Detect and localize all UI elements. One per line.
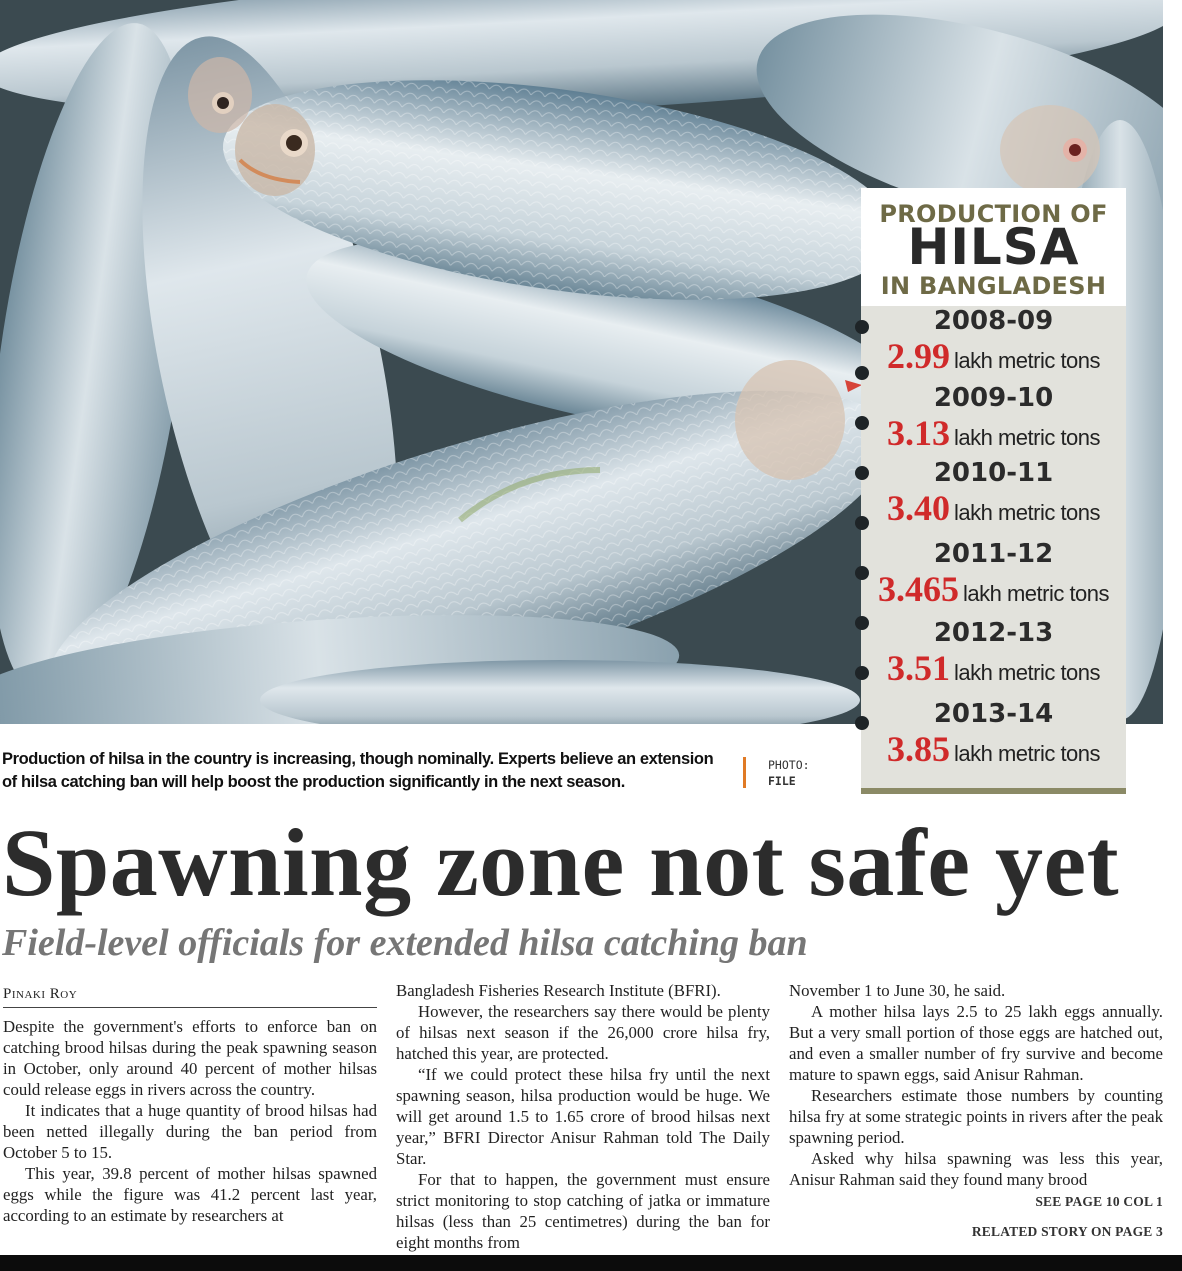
paragraph: Asked why hilsa spawning was less this year, Anisur Rahman said they found many brood	[789, 1149, 1163, 1189]
paragraph: A mother hilsa lays 2.5 to 25 lakh eggs annually. But a very small portion of those eggs are hatched out, and even a smaller number of fry survive and become mature to spawn eggs, said Anisur Rahman.	[789, 1002, 1163, 1084]
paragraph: “If we could protect these hilsa fry until the next spawning season, hilsa production would be huge. We will get around 1.5 to 1.65 crore of brood hilsas next year,” BFRI Director Anisur Rahman told The Daily Star.	[396, 1065, 770, 1168]
credit-source: FILE	[768, 774, 796, 788]
paragraph: However, the researchers say there would be plenty of hilsas next season if the 26,000 crore hilsa fry, hatched this year, are protected.	[396, 1002, 770, 1063]
entry-year: 2013-14	[933, 699, 1054, 729]
infobox-body	[861, 306, 1126, 788]
entry-year: 2008-09	[933, 306, 1054, 336]
entry-value: 3.51	[886, 648, 950, 688]
infobox-bottom-rule	[861, 788, 1126, 794]
paragraph: For that to happen, the government must ensure strict monitoring to stop catching of jatka or immature hilsas (less than 25 centimetres) during the ban for eight months from	[396, 1170, 770, 1252]
production-entry-2009-10	[861, 383, 1126, 461]
entry-unit: lakh metric tons	[953, 348, 1101, 373]
entry-year: 2009-10	[933, 383, 1054, 413]
entry-unit: lakh metric tons	[953, 425, 1101, 450]
entry-value: 3.465	[877, 569, 959, 609]
entry-value: 2.99	[886, 336, 950, 376]
infobox-title-line2: HILSA	[907, 218, 1080, 276]
entry-year: 2012-13	[933, 618, 1054, 648]
credit-divider	[743, 757, 746, 788]
entry-value: 3.85	[886, 729, 950, 769]
production-entry-2008-09	[861, 306, 1126, 384]
entry-year: 2011-12	[933, 539, 1054, 569]
paragraph: Bangladesh Fisheries Research Institute (BFRI).	[396, 981, 721, 1000]
article-column-2	[396, 980, 770, 1255]
paragraph: This year, 39.8 percent of mother hilsas spawned eggs while the figure was 41.2 percent last year, according to an estimate by researchers at	[3, 1164, 377, 1225]
photo-caption: Production of hilsa in the country is increasing, though nominally. Experts believe an extension of hilsa catching ban will help boost the production significantly in the next season.	[2, 750, 714, 791]
entry-value: 3.13	[886, 413, 950, 453]
article-column-1	[3, 980, 377, 1255]
infobox-title-line1: PRODUCTION OF	[879, 200, 1108, 228]
photo-credit	[768, 757, 810, 789]
entry-unit: lakh metric tons	[953, 741, 1101, 766]
byline: Pinaki Roy	[3, 984, 377, 1008]
headline: Spawning zone not safe yet	[2, 809, 1120, 916]
paragraph: It indicates that a huge quantity of brood hilsas had been netted illegally during the ban period from October 5 to 15.	[3, 1101, 377, 1162]
entry-value: 3.40	[886, 488, 950, 528]
production-entry-2011-12	[861, 539, 1126, 617]
paragraph: Researchers estimate those numbers by counting hilsa fry at some strategic points in rivers after the peak spawning period.	[789, 1086, 1163, 1147]
production-entry-2010-11	[861, 458, 1126, 536]
infobox-header	[861, 188, 1126, 306]
paragraph: Despite the government's efforts to enforce ban on catching brood hilsas during the peak spawning season in October, only around 40 percent of mother hilsas could release eggs in rivers across the country.	[3, 1017, 377, 1099]
entry-year: 2010-11	[933, 458, 1054, 488]
production-entry-2012-13	[861, 618, 1126, 696]
entry-unit: lakh metric tons	[953, 500, 1101, 525]
credit-label: PHOTO:	[768, 758, 810, 772]
continued-on-link[interactable]: SEE PAGE 10 COL 1	[1035, 1194, 1163, 1209]
hilsa-production-infobox	[861, 188, 1126, 794]
paragraph: November 1 to June 30, he said.	[789, 981, 1006, 1000]
entry-unit: lakh metric tons	[953, 660, 1101, 685]
production-entry-2013-14	[861, 699, 1126, 777]
page-bottom-border	[0, 1255, 1182, 1271]
infobox-title-line3: IN BANGLADESH	[880, 272, 1107, 300]
entry-unit: lakh metric tons	[962, 581, 1110, 606]
subheadline: Field-level officials for extended hilsa catching ban	[2, 922, 808, 964]
article-column-3	[789, 980, 1163, 1255]
related-story-link[interactable]: RELATED STORY ON PAGE 3	[971, 1224, 1163, 1239]
